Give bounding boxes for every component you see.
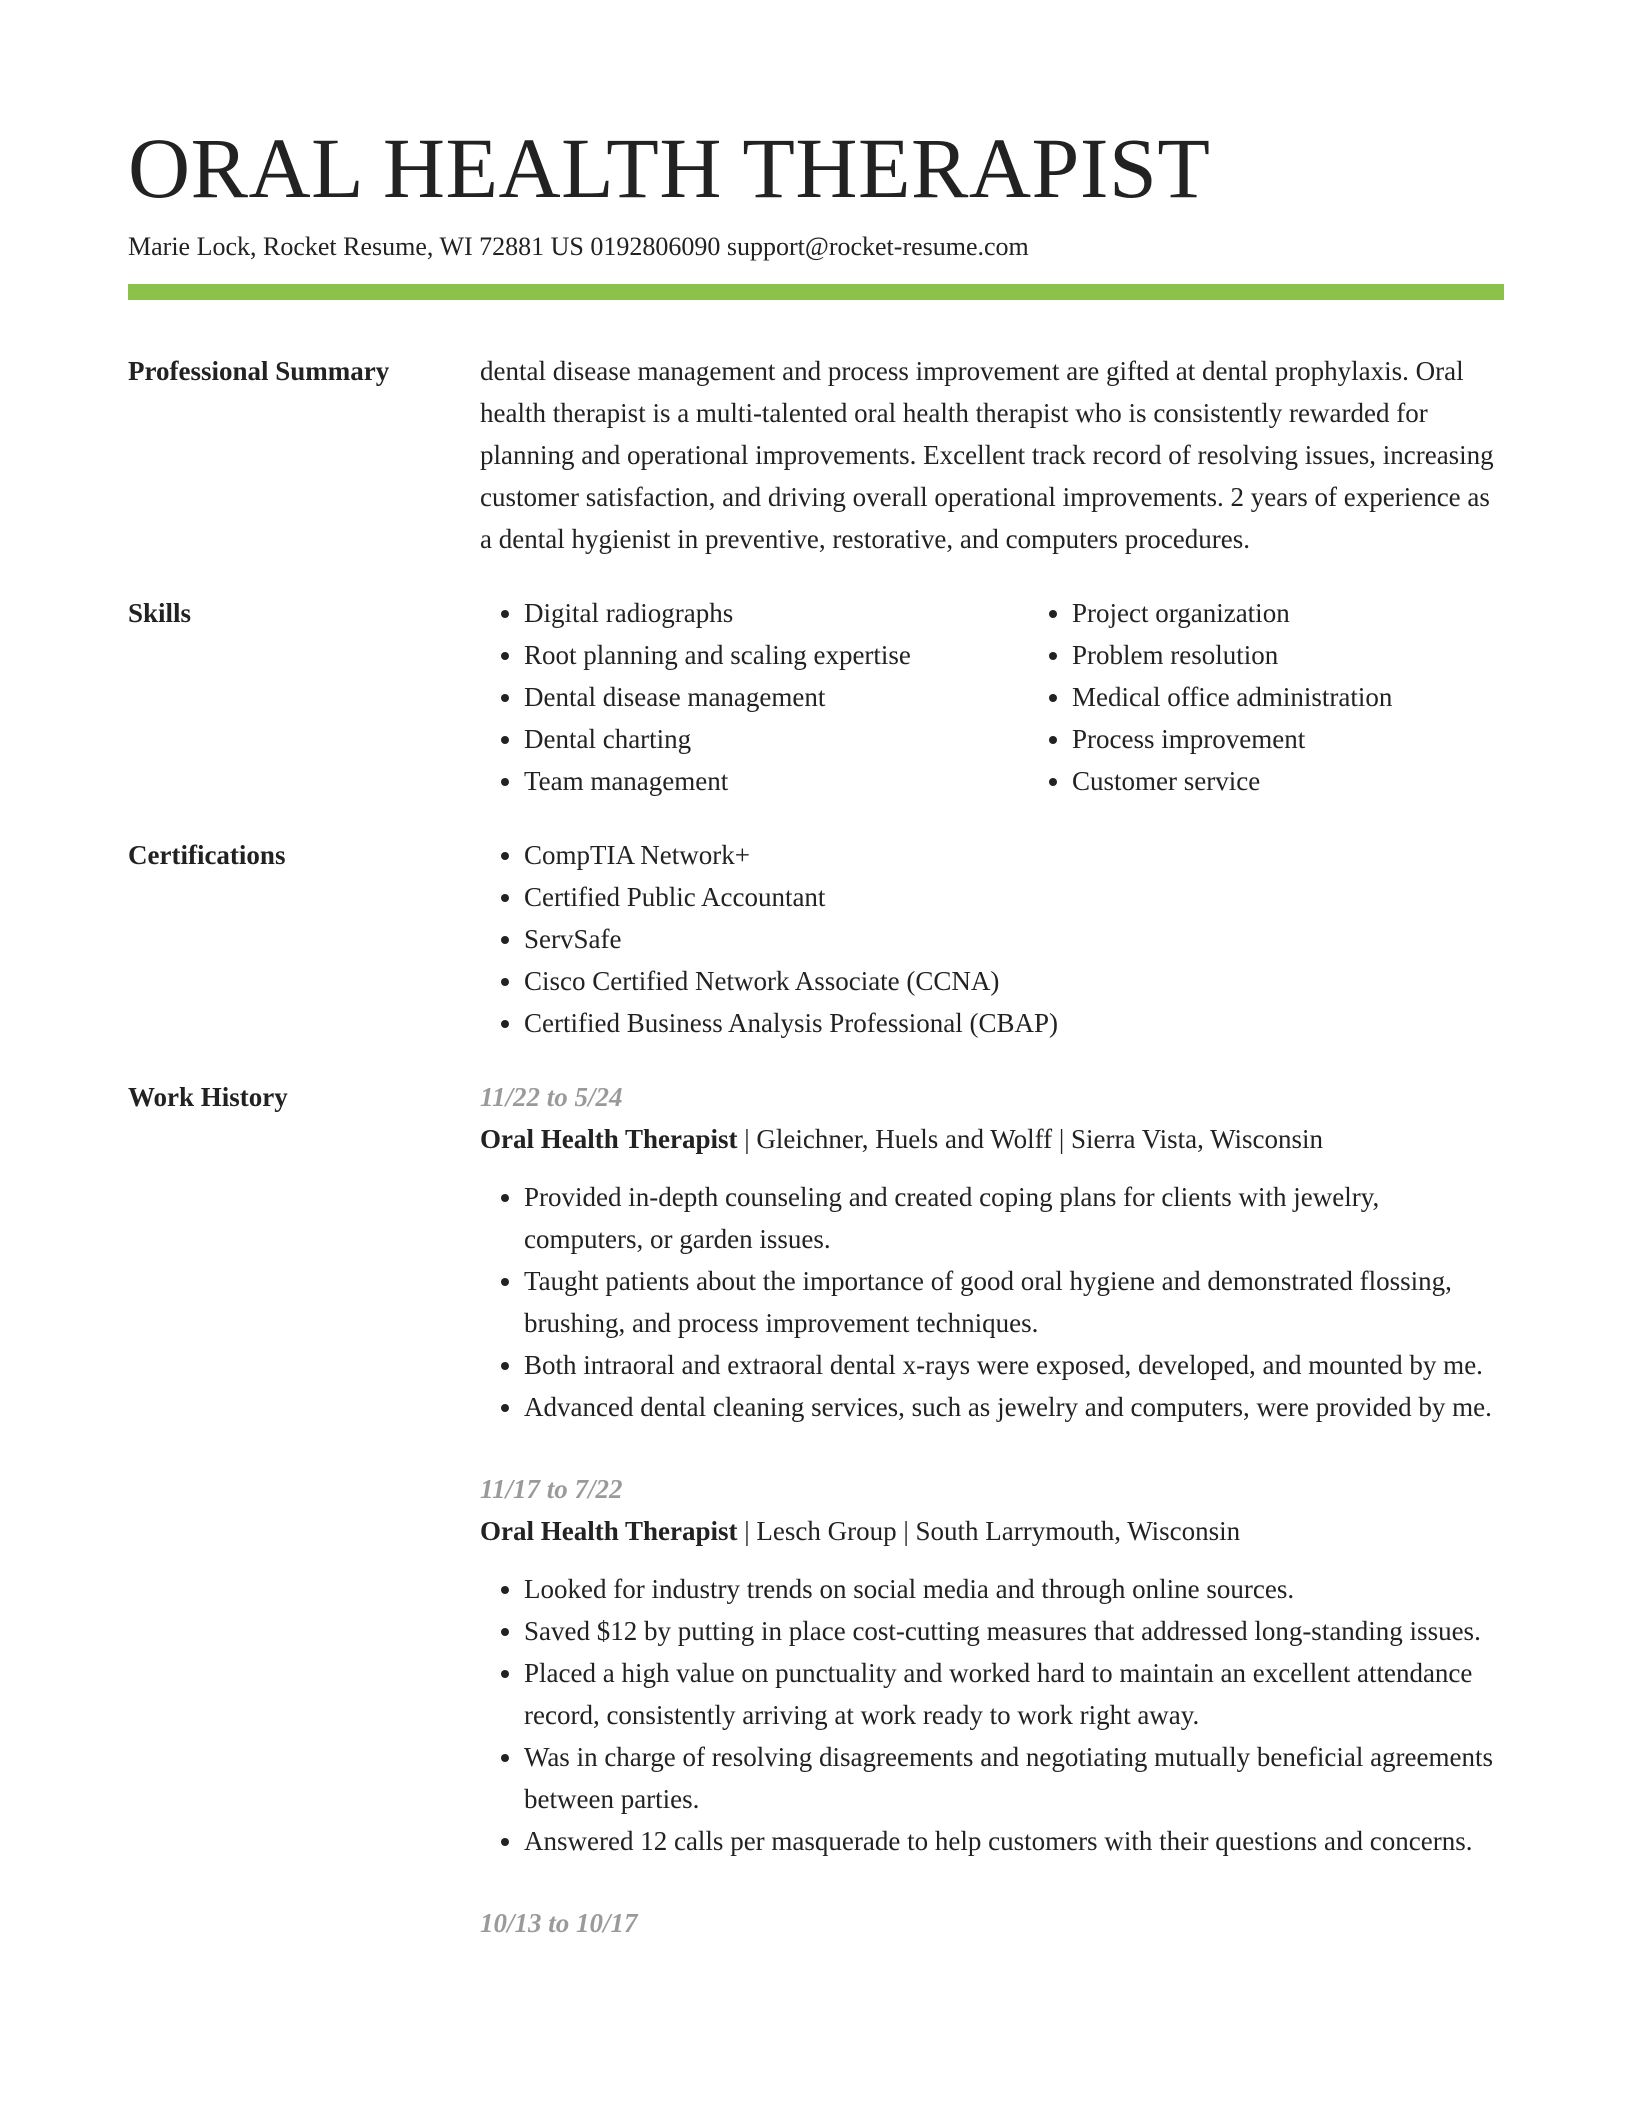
list-item: • Problem resolution <box>1072 634 1392 676</box>
list-item: • Digital radiographs <box>524 592 1028 634</box>
list-item: • Taught patients about the importance of good oral hygiene and demonstrated flossing, brushing, and process improvement techniques. <box>524 1260 1504 1344</box>
list-item: • Dental charting <box>524 718 1028 760</box>
job-entry <box>480 1468 1504 1862</box>
skills-section <box>128 592 1504 802</box>
list-item: • Both intraoral and extraoral dental x-rays were exposed, developed, and mounted by me. <box>524 1344 1504 1386</box>
work-history-heading: Work History <box>128 1082 288 1112</box>
job-header <box>480 1118 1504 1160</box>
list-item: • ServSafe <box>524 918 1504 960</box>
contact-line: Marie Lock, Rocket Resume, WI 72881 US 0192806090 support@rocket-resume.com <box>128 232 1029 261</box>
list-item: • Medical office administration <box>1072 676 1392 718</box>
work-history-section <box>128 1076 1504 1984</box>
job-header <box>480 1510 1504 1552</box>
list-item: • Dental disease management <box>524 676 1028 718</box>
certifications-section <box>128 834 1504 1044</box>
list-item: • Placed a high value on punctuality and worked hard to maintain an excellent attendance record, consistently arriving at work ready to work right away. <box>524 1652 1504 1736</box>
job-dates: 10/13 to 10/17 <box>480 1908 638 1938</box>
job-details: | Lesch Group | South Larrymouth, Wisconsin <box>737 1516 1241 1546</box>
list-item: • Was in charge of resolving disagreements and negotiating mutually beneficial agreements between parties. <box>524 1736 1504 1820</box>
job-entry <box>480 1076 1504 1428</box>
list-item: • Saved $12 by putting in place cost-cutting measures that addressed long-standing issues. <box>524 1610 1504 1652</box>
summary-heading: Professional Summary <box>128 356 390 386</box>
skills-heading: Skills <box>128 598 192 628</box>
list-item: • Provided in-depth counseling and created coping plans for clients with jewelry, computers, or garden issues. <box>524 1176 1504 1260</box>
accent-rule <box>128 284 1504 300</box>
job-title: Oral Health Therapist <box>480 1124 738 1154</box>
list-item: • Certified Business Analysis Professional (CBAP) <box>524 1002 1504 1044</box>
list-item: • Process improvement <box>1072 718 1392 760</box>
list-item: • Certified Public Accountant <box>524 876 1504 918</box>
job-title: Oral Health Therapist <box>480 1516 738 1546</box>
summary-text: dental disease management and process improvement are gifted at dental prophylaxis. Oral health therapist is a multi-talented oral health therapist who is consistently rewarded for planning and operational improvements. Excellent track record of resolving issues, increasing customer satisfaction, and driving overall operational improvements. 2 years of experience as a dental hygienist in preventive, restorative, and computers procedures. <box>480 356 1494 554</box>
job-bullets <box>480 1568 1504 1862</box>
job-dates: 11/22 to 5/24 <box>480 1082 623 1112</box>
job-dates: 11/17 to 7/22 <box>480 1474 623 1504</box>
job-bullets <box>480 1176 1504 1428</box>
skills-list-right <box>1028 592 1392 802</box>
summary-section <box>128 350 1504 560</box>
job-entry <box>480 1902 1504 1944</box>
list-item: • Team management <box>524 760 1028 802</box>
list-item: • Project organization <box>1072 592 1392 634</box>
list-item: • Answered 12 calls per masquerade to help customers with their questions and concerns. <box>524 1820 1504 1862</box>
job-details: | Gleichner, Huels and Wolff | Sierra Vista, Wisconsin <box>737 1124 1324 1154</box>
certifications-list <box>480 834 1504 1044</box>
list-item: • Root planning and scaling expertise <box>524 634 1028 676</box>
list-item: • Advanced dental cleaning services, such as jewelry and computers, were provided by me. <box>524 1386 1504 1428</box>
skills-list-left <box>480 592 1028 802</box>
resume-title: ORAL HEALTH THERAPIST <box>128 120 1211 216</box>
list-item: • Cisco Certified Network Associate (CCNA) <box>524 960 1504 1002</box>
list-item: • Looked for industry trends on social media and through online sources. <box>524 1568 1504 1610</box>
list-item: • Customer service <box>1072 760 1392 802</box>
resume-page <box>128 0 1504 1984</box>
list-item: • CompTIA Network+ <box>524 834 1504 876</box>
certifications-heading: Certifications <box>128 840 286 870</box>
